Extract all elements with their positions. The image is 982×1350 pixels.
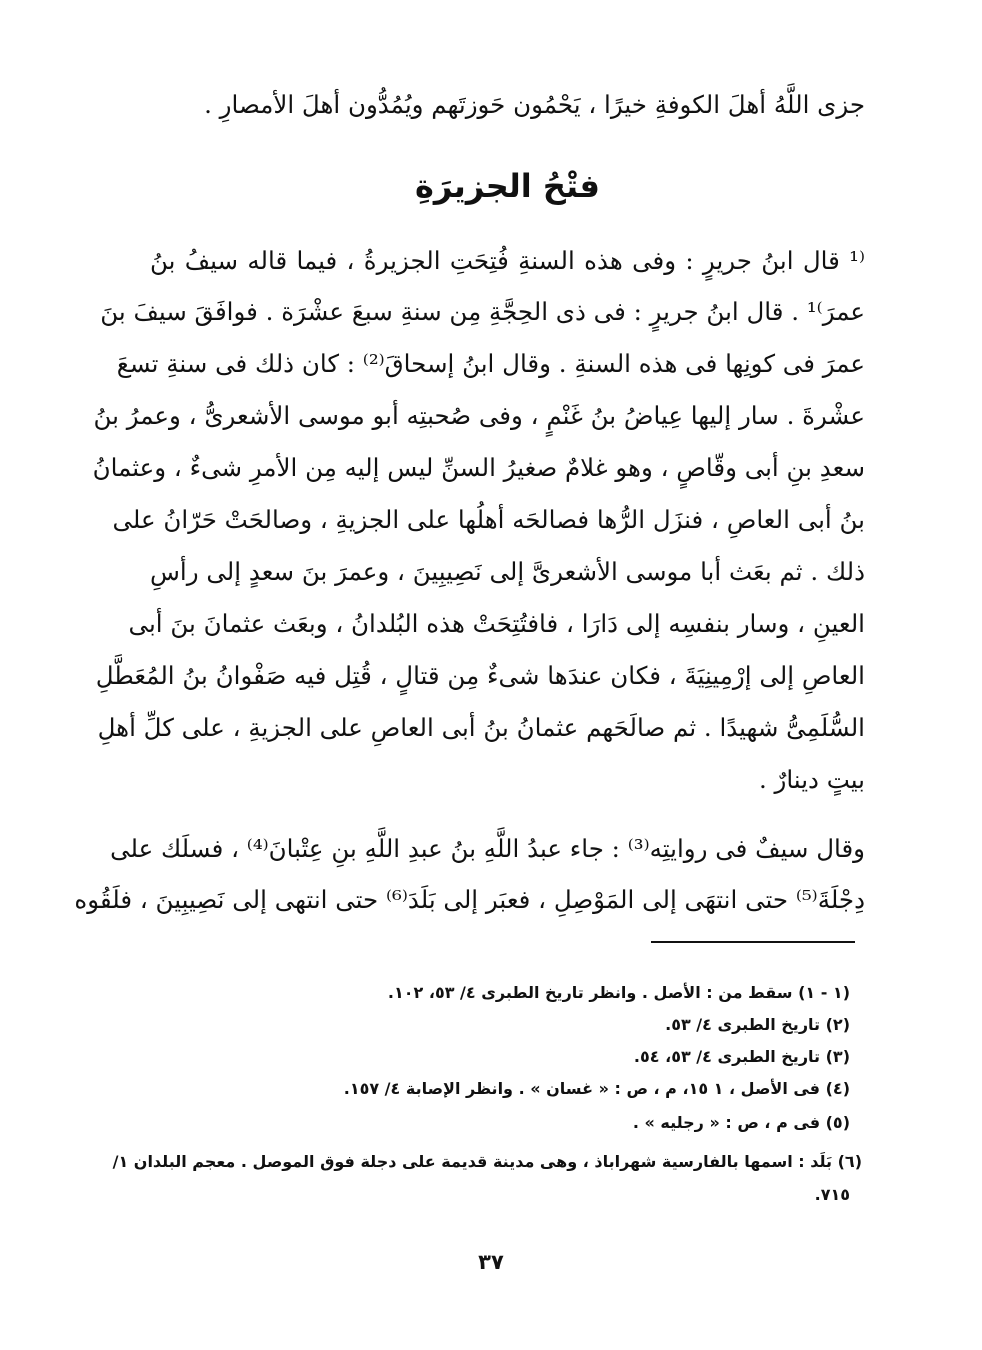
footnote: (٥) فى م ، ص : « رجليه » .	[632, 1113, 850, 1132]
paragraph-1-line: العاصِ إلى إرْمِينِيَةَ ، فكان عندَها شىءٌ مِن قتالٍ ، قُتِل فيه صَفْوانُ بنُ المُعَطَّلِ	[95, 661, 865, 690]
paragraph-2-line: وقال سيفٌ فى روايتِه⁽³⁾ : جاء عبدُ اللَّهِ بنُ عبدِ اللَّهِ بنِ عِتْبانَ⁽⁴⁾ ، فسلَك على	[110, 834, 865, 863]
paragraph-1-line: السُّلَمِىُّ شهيدًا . ثم صالَحَهم عثمانُ بنُ أبى العاصِ على الجزيةِ ، على كلِّ أهلِ	[97, 713, 865, 742]
paragraph-1-line: العينِ ، وسار بنفسِه إلى دَارَا ، فافتُتِحَتْ هذه البُلدانُ ، وبعَث عثمانَ بنَ أبى	[128, 609, 865, 638]
paragraph-1-line: عمرَ فى كونِها فى هذه السنةِ . وقال ابنُ إسحاقَ⁽²⁾ : كان ذلك فى سنةِ تسعَ	[116, 349, 865, 378]
paragraph-1-line: بيتٍ دينارٌ .	[758, 765, 865, 794]
opening-line: جزى اللَّهُ أهلَ الكوفةِ خيرًا ، يَحْمُون حَوزتَهم ويُمُدُّون أهلَ الأمصارِ .	[204, 90, 865, 119]
paragraph-1-line: سعدِ بنِ أبى وقّاصٍ ، وهو غلامٌ صغيرُ السنِّ ليس إليه مِن الأمرِ شىءٌ ، وعثمانُ	[92, 453, 865, 482]
footnote: (٢) تاريخ الطبرى ٤/ ٥٣.	[665, 1015, 850, 1034]
paragraph-2-line: دِجْلَةَ⁽⁵⁾ حتى انتهَى إلى المَوْصِلِ ، فعبَر إلى بَلَدَ⁽⁶⁾ حتى انتهى إلى نَصِيبِينَ ، فلَقُوه	[74, 885, 865, 914]
paragraph-1-line: ⁽¹ قال ابنُ جريرٍ : وفى هذه السنةِ فُتِحَتِ الجزيرةُ ، فيما قاله سيفُ بنُ	[150, 246, 865, 275]
footnote: ٧١٥.	[814, 1185, 850, 1204]
footnote: (٤) فى الأصل ، ١ ١٥، م ، ص : « غسان » . وانظر الإصابة ٤/ ١٥٧.	[343, 1079, 850, 1098]
paragraph-1-line: ذلك . ثم بعَث أبا موسى الأشعرىَّ إلى نَصِيبِينَ ، وعمرَ بنَ سعدٍ إلى رأسِ	[150, 557, 865, 586]
chapter-heading: فتْحُ الجزيرَةِ	[415, 167, 600, 205]
paragraph-1-line: بنُ أبى العاصِ ، فنزَل الرُّها فصالحَه أهلُها على الجزيةِ ، وصالحَتْ حَرّانُ على	[112, 505, 865, 534]
footnote: (٦) بَلَد : اسمها بالفارسية شهراباذ ، وهى مدينة قديمة على دجلة فوق الموصل . معجم البلدان ١/	[112, 1152, 862, 1171]
paragraph-1-line: عشْرةَ . سار إليها عِياضُ بنُ غَنْمٍ ، وفى صُحبتِه أبو موسى الأشعرىُّ ، وعمرُ بنُ	[93, 401, 865, 430]
page-number: ٣٧	[478, 1250, 504, 1274]
footnote: (٣) تاريخ الطبرى ٤/ ٥٣، ٥٤.	[633, 1047, 850, 1066]
footnote: (١ - ١) سقط من : الأصل . وانظر تاريخ الطبرى ٤/ ٥٣، ١٠٢.	[387, 983, 850, 1002]
footnote-separator	[651, 941, 855, 943]
paragraph-1-line: عمرَ⁾¹ . قال ابنُ جريرٍ : فى ذى الحِجَّةِ مِن سنةِ سبعَ عشْرَة . فوافَقَ سيفَ بنَ	[100, 297, 865, 326]
